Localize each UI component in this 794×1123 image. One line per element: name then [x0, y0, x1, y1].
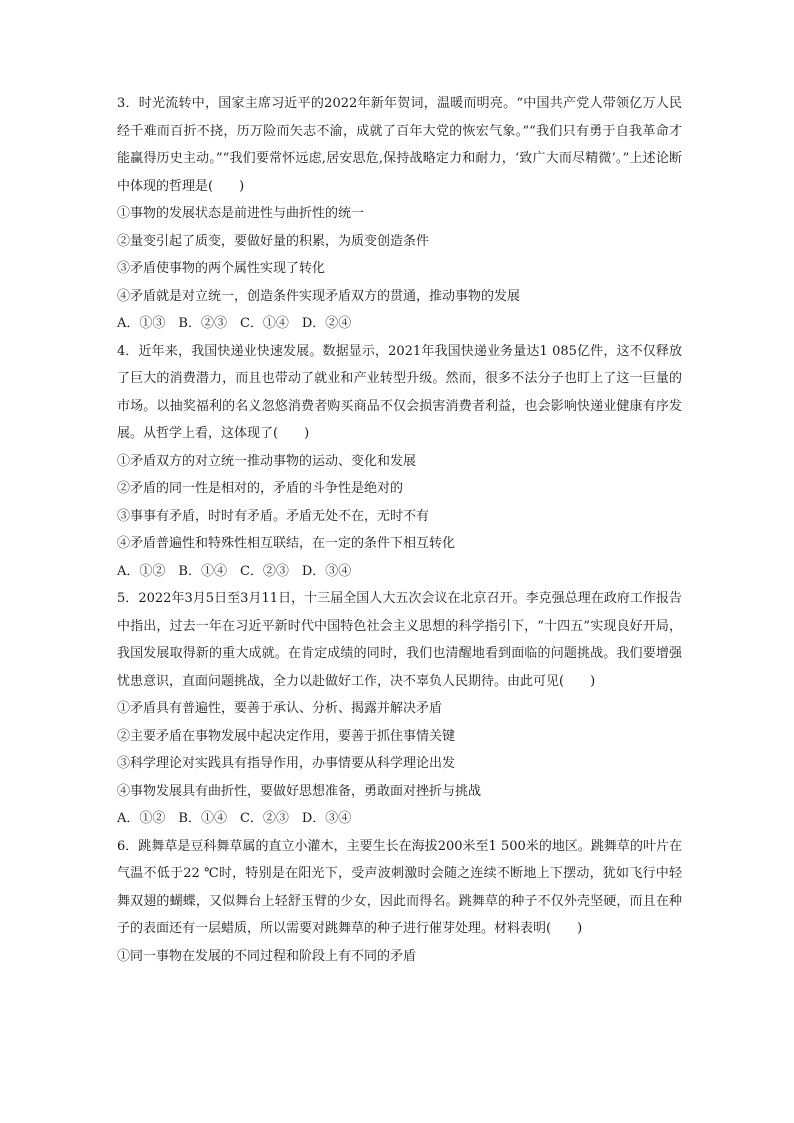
- statement-4: ④矛盾就是对立统一，创造条件实现矛盾双方的贯通，推动事物的发展: [117, 288, 521, 304]
- statement-3: ③事事有矛盾，时时有矛盾。矛盾无处不在，无时不有: [117, 508, 430, 524]
- statement-2: ②主要矛盾在事物发展中起决定作用，要善于抓住事情关键: [117, 728, 456, 744]
- question-stem: 4．近年来，我国快递业快速发展。数据显示，2021年我国快递业务量达1 085亿件，这不仅释放了巨大的消费潜力，而且也带动了就业和产业转型升级。然而，很多不法分子也盯上了这一巨量的市场。以抽奖福利的名义忽悠消费者购买商品不仅会损害消费者利益，也会影响快递业健康有序发展。从哲学上看，这体现了( ): [117, 343, 682, 441]
- question-stem: 5．2022年3月5日至3月11日，十三届全国人大五次会议在北京召开。李克强总理在政府工作报告中指出，过去一年在习近平新时代中国特色社会主义思想的科学指引下，“十四五”实现良好开局，我国发展取得新的重大成就。在肯定成绩的同时，我们也清醒地看到面临的问题挑战。我们要增强忧患意识，直面问题挑战，全力以赴做好工作，决不辜负人民期待。由此可见( ): [117, 591, 682, 689]
- statement-4: ④矛盾普遍性和特殊性相互联结，在一定的条件下相互转化: [117, 536, 456, 551]
- statement-4: ④事物发展具有曲折性，要做好思想准备，勇敢面对挫折与挑战: [117, 783, 482, 799]
- question-4: [117, 338, 682, 586]
- question-stem: 3．时光流转中，国家主席习近平的2022年新年贺词，温暖而明亮。“中国共产党人带领亿万人民经千难而百折不挠，历万险而矢志不渝，成就了百年大党的恢宏气象。”“我们只有勇于自我革命才能赢得历史主动。”“我们要常怀远虑,居安思危,保持战略定力和耐力，‘致广大而尽精微’。”上述论断中体现的哲理是( ): [117, 96, 682, 194]
- question-3: [117, 90, 682, 338]
- statement-3: ③科学理论对实践具有指导作用，办事情要从科学理论出发: [117, 756, 456, 771]
- answer-choices: A．①② B．①④ C．②③ D．③④: [117, 563, 352, 579]
- question-stem: 6．跳舞草是豆科舞草属的直立小灌木，主要生长在海拔200米至1 500米的地区。跳舞草的叶片在气温不低于22 ℃时，特别是在阳光下，受声波刺激时会随之连续不断地上下摆动，犹如飞行中轻舞双翅的蝴蝶，又似舞台上轻舒玉臂的少女，因此而得名。跳舞草的种子不仅外壳坚硬，而且在种子的表面还有一层蜡质，所以需要对跳舞草的种子进行催芽处理。材料表明( ): [117, 838, 682, 936]
- statement-2: ②量变引起了质变，要做好量的积累，为质变创造条件: [117, 233, 430, 249]
- statement-2: ②矛盾的同一性是相对的，矛盾的斗争性是绝对的: [117, 481, 404, 496]
- statement-1: ①事物的发展状态是前进性与曲折性的统一: [117, 206, 365, 221]
- exam-page: [117, 90, 682, 970]
- question-6: [117, 833, 682, 971]
- statement-1: ①同一事物在发展的不同过程和阶段上有不同的矛盾: [117, 948, 417, 964]
- statement-3: ③矛盾使事物的两个属性实现了转化: [117, 261, 326, 276]
- answer-choices: A．①③ B．②③ C．①④ D．②④: [117, 316, 352, 331]
- question-5: [117, 585, 682, 833]
- statement-1: ①矛盾双方的对立统一推动事物的运动、变化和发展: [117, 453, 417, 469]
- statement-1: ①矛盾具有普遍性，要善于承认、分析、揭露并解决矛盾: [117, 701, 443, 716]
- answer-choices: A．①② B．①④ C．②③ D．③④: [117, 811, 352, 826]
